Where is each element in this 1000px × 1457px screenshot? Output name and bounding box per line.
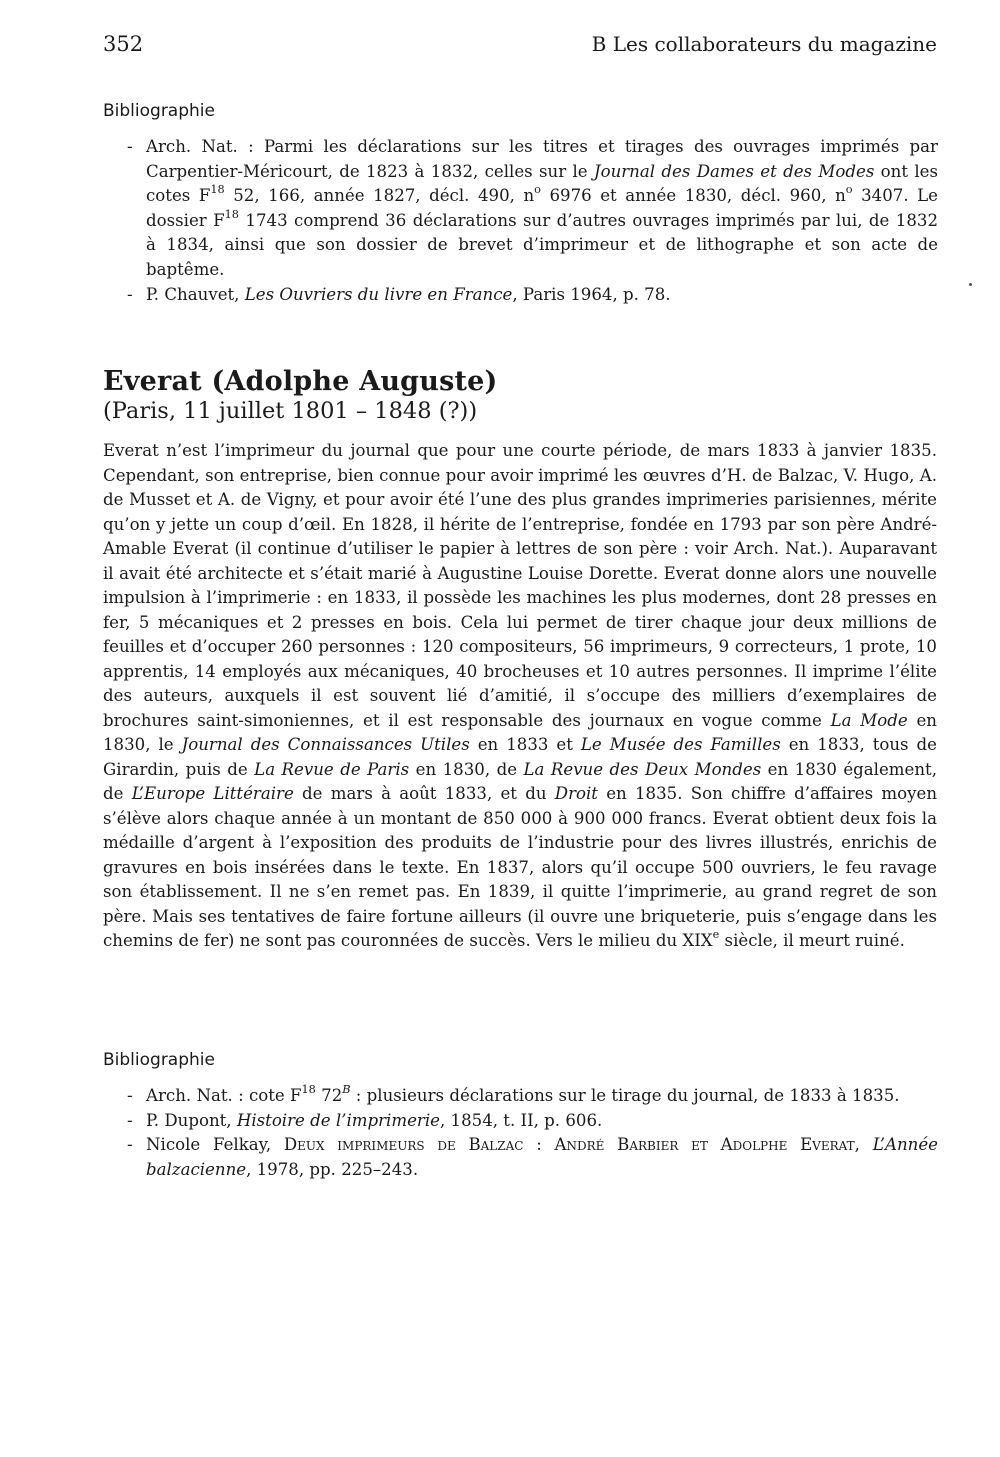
book-title: Histoire de l’imprimerie: [236, 1110, 440, 1130]
bibliography-heading: Bibliographie: [103, 101, 215, 121]
entry-dates: (Paris, 11 juillet 1801 – 1848 (?)): [103, 398, 478, 424]
scan-speck: [969, 283, 972, 286]
article-title: Deux imprimeurs de Balzac : André Barbier et Adolphe Everat: [283, 1135, 855, 1155]
journal-title: Journal des Dames et des Modes: [593, 161, 875, 181]
running-header: [103, 32, 937, 56]
bibliography-item: - P. Dupont, Histoire de l’imprimerie, 1854, t. II, p. 606.: [146, 1109, 938, 1134]
bibliography-list: [146, 1084, 938, 1182]
bibliography-item: - Arch. Nat. : cote $F^{18}$ $72^B$ : plusieurs déclarations sur le tirage du journal, de 1833 à 1835.: [146, 1084, 938, 1109]
entry-body: Everat n’est l’imprimeur du journal que pour une courte période, de mars 1833 à janvier 1835. Cependant, son entreprise, bien connue pour avoir imprimé les œuvres d’H. de Balzac, V. Hugo, A. de Musset et A. de Vigny, et pour avoir été l’une des plus grandes imprimeries parisiennes, mérite qu’on y jette un coup d’œil. En 1828, il hérite de l’entreprise, fondée en 1793 par son père André-Amable Everat (il continue d’utiliser le papier à lettres de son père : voir Arch. Nat.). Auparavant il avait été architecte et s’était marié à Augustine Louise Dorette. Everat donne alors une nouvelle impulsion à l’imprimerie : en 1833, il possède les machines les plus modernes, dont 28 presses en fer, 5 mécaniques et 2 presses en bois. Cela lui permet de tirer chaque jour deux millions de feuilles et d’occuper 260 personnes : 120 compositeurs, 56 imprimeurs, 9 correcteurs, 1 prote, 10 apprentis, 14 employés aux mécaniques, 40 brocheuses et 10 autres personnes. Il imprime l’élite des auteurs, auxquels il est souvent lié d’amitié, il s’occupe des milliers d’exemplaires de brochures saint-simoniennes, et il est responsable des journaux en vogue comme La Mode en 1830, le Journal des Connaissances Utiles en 1833 et Le Musée des Familles en 1833, tous de Girardin, puis de La Revue de Paris en 1830, de La Revue des Deux Mondes en 1830 également, de L’Europe Littéraire de mars à août 1833, et du Droit en 1835. Son chiffre d’affaires moyen s’élève alors chaque année à un montant de 850 000 à 900 000 francs. Everat obtient deux fois la médaille d’argent à l’exposition des produits de l’industrie pour des livres illustrés, enrichis de gravures en bois insérées dans le texte. En 1837, alors qu’il occupe 500 ouvriers, le feu ravage son établissement. Il ne s’en remet pas. En 1839, il quitte l’imprimerie, au grand regret de son père. Mais ses tentatives de faire fortune ailleurs (il ouvre une briqueterie, puis s’engage dans les chemins de fer) ne sont pas couronnées de succès. Vers le milieu du XIXe siècle, il meurt ruiné.: [103, 441, 938, 950]
book-title: Les Ouvriers du livre en France: [244, 284, 513, 304]
bibliography-item: - Nicole Felkay, Deux imprimeurs de Balzac : André Barbier et Adolphe Everat, L’Année balzacienne, 1978, pp. 225–243.: [146, 1133, 938, 1182]
bibliography-item: - Arch. Nat. : Parmi les déclarations sur les titres et tirages des ouvrages imprimés par Carpentier-Méricourt, de 1823 à 1832, celles sur le Journal des Dames et des Modes ont les cotes $F^{18}$ 52, 166, année 1827, décl. 490, $n^o$ 6976 et année 1830, décl. 960, $n^o$ 3407. Le dossier $F^{18}$ 1743 comprend 36 déclarations sur d’autres ouvrages imprimés par lui, de 1832 à 1834, ainsi que son dossier de brevet d’imprimeur et de lithographe et son acte de baptême.: [146, 135, 938, 283]
bibliography-item: - P. Chauvet, Les Ouvriers du livre en France, Paris 1964, p. 78.: [146, 283, 938, 308]
bibliography-list: [146, 135, 938, 307]
bibliography-heading: Bibliographie: [103, 1050, 215, 1070]
running-title: B Les collaborateurs du magazine: [591, 32, 937, 56]
page-number: 352: [103, 32, 144, 56]
journal-title: L’Année balzacienne: [146, 1135, 938, 1179]
entry-name: Everat (Adolphe Auguste): [103, 366, 498, 397]
